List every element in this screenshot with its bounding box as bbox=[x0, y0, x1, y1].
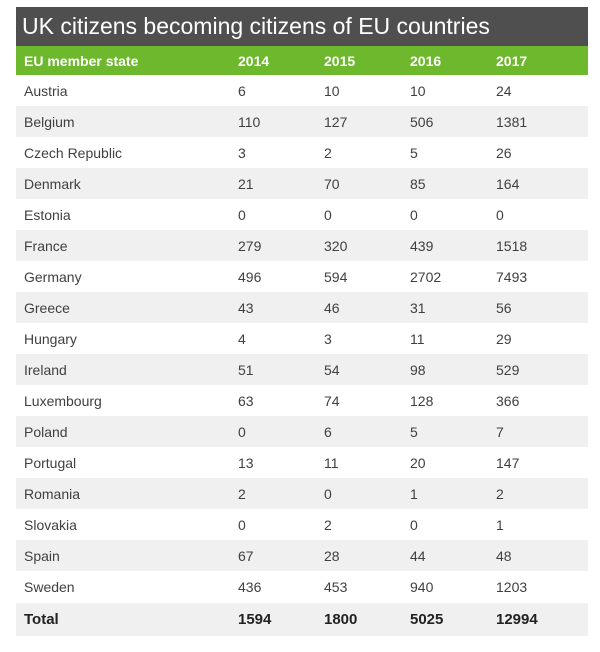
table-row bbox=[16, 168, 588, 199]
state-name-cell: Luxembourg bbox=[16, 385, 230, 416]
value-cell-2015: 74 bbox=[316, 385, 402, 416]
value-cell-2017: 48 bbox=[488, 540, 588, 571]
chart-title: UK citizens becoming citizens of EU countries bbox=[16, 7, 588, 46]
column-header-2016: 2016 bbox=[402, 46, 488, 75]
state-name-cell: Slovakia bbox=[16, 509, 230, 540]
table-body bbox=[16, 75, 588, 603]
state-name-cell: Denmark bbox=[16, 168, 230, 199]
value-cell-2014: 4 bbox=[230, 323, 316, 354]
total-cell-2014: 1594 bbox=[230, 603, 316, 637]
state-name-cell: Czech Republic bbox=[16, 137, 230, 168]
value-cell-2014: 2 bbox=[230, 478, 316, 509]
value-cell-2014: 436 bbox=[230, 571, 316, 603]
value-cell-2014: 63 bbox=[230, 385, 316, 416]
value-cell-2015: 28 bbox=[316, 540, 402, 571]
value-cell-2016: 5 bbox=[402, 416, 488, 447]
table-row bbox=[16, 230, 588, 261]
value-cell-2015: 320 bbox=[316, 230, 402, 261]
value-cell-2016: 11 bbox=[402, 323, 488, 354]
table-row bbox=[16, 292, 588, 323]
header-row bbox=[16, 46, 588, 75]
value-cell-2016: 0 bbox=[402, 199, 488, 230]
state-name-cell: Austria bbox=[16, 75, 230, 106]
value-cell-2016: 1 bbox=[402, 478, 488, 509]
value-cell-2014: 43 bbox=[230, 292, 316, 323]
column-header-2014: 2014 bbox=[230, 46, 316, 75]
value-cell-2015: 3 bbox=[316, 323, 402, 354]
value-cell-2015: 0 bbox=[316, 199, 402, 230]
total-cell-2015: 1800 bbox=[316, 603, 402, 637]
table-row bbox=[16, 137, 588, 168]
table-row bbox=[16, 106, 588, 137]
value-cell-2016: 128 bbox=[402, 385, 488, 416]
value-cell-2015: 46 bbox=[316, 292, 402, 323]
table-footer bbox=[16, 603, 588, 637]
column-header-state: EU member state bbox=[16, 46, 230, 75]
value-cell-2017: 24 bbox=[488, 75, 588, 106]
state-name-cell: Ireland bbox=[16, 354, 230, 385]
value-cell-2014: 0 bbox=[230, 509, 316, 540]
value-cell-2015: 11 bbox=[316, 447, 402, 478]
value-cell-2014: 6 bbox=[230, 75, 316, 106]
state-name-cell: Belgium bbox=[16, 106, 230, 137]
value-cell-2017: 1381 bbox=[488, 106, 588, 137]
value-cell-2017: 529 bbox=[488, 354, 588, 385]
value-cell-2016: 44 bbox=[402, 540, 488, 571]
value-cell-2014: 0 bbox=[230, 416, 316, 447]
state-name-cell: Hungary bbox=[16, 323, 230, 354]
state-name-cell: Germany bbox=[16, 261, 230, 292]
value-cell-2014: 110 bbox=[230, 106, 316, 137]
value-cell-2015: 2 bbox=[316, 509, 402, 540]
table-row bbox=[16, 385, 588, 416]
state-name-cell: Spain bbox=[16, 540, 230, 571]
value-cell-2017: 1 bbox=[488, 509, 588, 540]
value-cell-2017: 0 bbox=[488, 199, 588, 230]
value-cell-2014: 3 bbox=[230, 137, 316, 168]
state-name-cell: Greece bbox=[16, 292, 230, 323]
column-header-2015: 2015 bbox=[316, 46, 402, 75]
value-cell-2015: 6 bbox=[316, 416, 402, 447]
value-cell-2016: 940 bbox=[402, 571, 488, 603]
value-cell-2016: 5 bbox=[402, 137, 488, 168]
value-cell-2015: 10 bbox=[316, 75, 402, 106]
value-cell-2017: 7493 bbox=[488, 261, 588, 292]
state-name-cell: Estonia bbox=[16, 199, 230, 230]
value-cell-2017: 56 bbox=[488, 292, 588, 323]
table-header bbox=[16, 46, 588, 75]
value-cell-2017: 2 bbox=[488, 478, 588, 509]
value-cell-2017: 366 bbox=[488, 385, 588, 416]
state-name-cell: Poland bbox=[16, 416, 230, 447]
value-cell-2017: 26 bbox=[488, 137, 588, 168]
citizenship-table bbox=[16, 46, 588, 636]
table-row bbox=[16, 447, 588, 478]
value-cell-2017: 164 bbox=[488, 168, 588, 199]
total-row bbox=[16, 603, 588, 637]
table-row bbox=[16, 540, 588, 571]
value-cell-2016: 85 bbox=[402, 168, 488, 199]
value-cell-2016: 2702 bbox=[402, 261, 488, 292]
table-row bbox=[16, 416, 588, 447]
value-cell-2016: 31 bbox=[402, 292, 488, 323]
column-header-2017: 2017 bbox=[488, 46, 588, 75]
total-cell-2016: 5025 bbox=[402, 603, 488, 637]
value-cell-2014: 279 bbox=[230, 230, 316, 261]
table-row bbox=[16, 509, 588, 540]
table-row bbox=[16, 478, 588, 509]
value-cell-2014: 51 bbox=[230, 354, 316, 385]
value-cell-2015: 70 bbox=[316, 168, 402, 199]
value-cell-2016: 439 bbox=[402, 230, 488, 261]
value-cell-2015: 54 bbox=[316, 354, 402, 385]
table-row bbox=[16, 75, 588, 106]
table-row bbox=[16, 199, 588, 230]
value-cell-2017: 29 bbox=[488, 323, 588, 354]
total-cell-2017: 12994 bbox=[488, 603, 588, 637]
total-label: Total bbox=[16, 603, 230, 637]
value-cell-2014: 496 bbox=[230, 261, 316, 292]
value-cell-2015: 594 bbox=[316, 261, 402, 292]
value-cell-2014: 67 bbox=[230, 540, 316, 571]
table-row bbox=[16, 261, 588, 292]
value-cell-2016: 506 bbox=[402, 106, 488, 137]
value-cell-2016: 98 bbox=[402, 354, 488, 385]
value-cell-2014: 21 bbox=[230, 168, 316, 199]
state-name-cell: Portugal bbox=[16, 447, 230, 478]
state-name-cell: Sweden bbox=[16, 571, 230, 603]
table-row bbox=[16, 354, 588, 385]
value-cell-2015: 453 bbox=[316, 571, 402, 603]
state-name-cell: Romania bbox=[16, 478, 230, 509]
value-cell-2015: 0 bbox=[316, 478, 402, 509]
value-cell-2017: 1518 bbox=[488, 230, 588, 261]
value-cell-2016: 10 bbox=[402, 75, 488, 106]
value-cell-2017: 147 bbox=[488, 447, 588, 478]
value-cell-2017: 1203 bbox=[488, 571, 588, 603]
value-cell-2014: 13 bbox=[230, 447, 316, 478]
value-cell-2015: 127 bbox=[316, 106, 402, 137]
value-cell-2017: 7 bbox=[488, 416, 588, 447]
value-cell-2016: 20 bbox=[402, 447, 488, 478]
value-cell-2014: 0 bbox=[230, 199, 316, 230]
table-row bbox=[16, 323, 588, 354]
value-cell-2015: 2 bbox=[316, 137, 402, 168]
state-name-cell: France bbox=[16, 230, 230, 261]
table-row bbox=[16, 571, 588, 603]
value-cell-2016: 0 bbox=[402, 509, 488, 540]
